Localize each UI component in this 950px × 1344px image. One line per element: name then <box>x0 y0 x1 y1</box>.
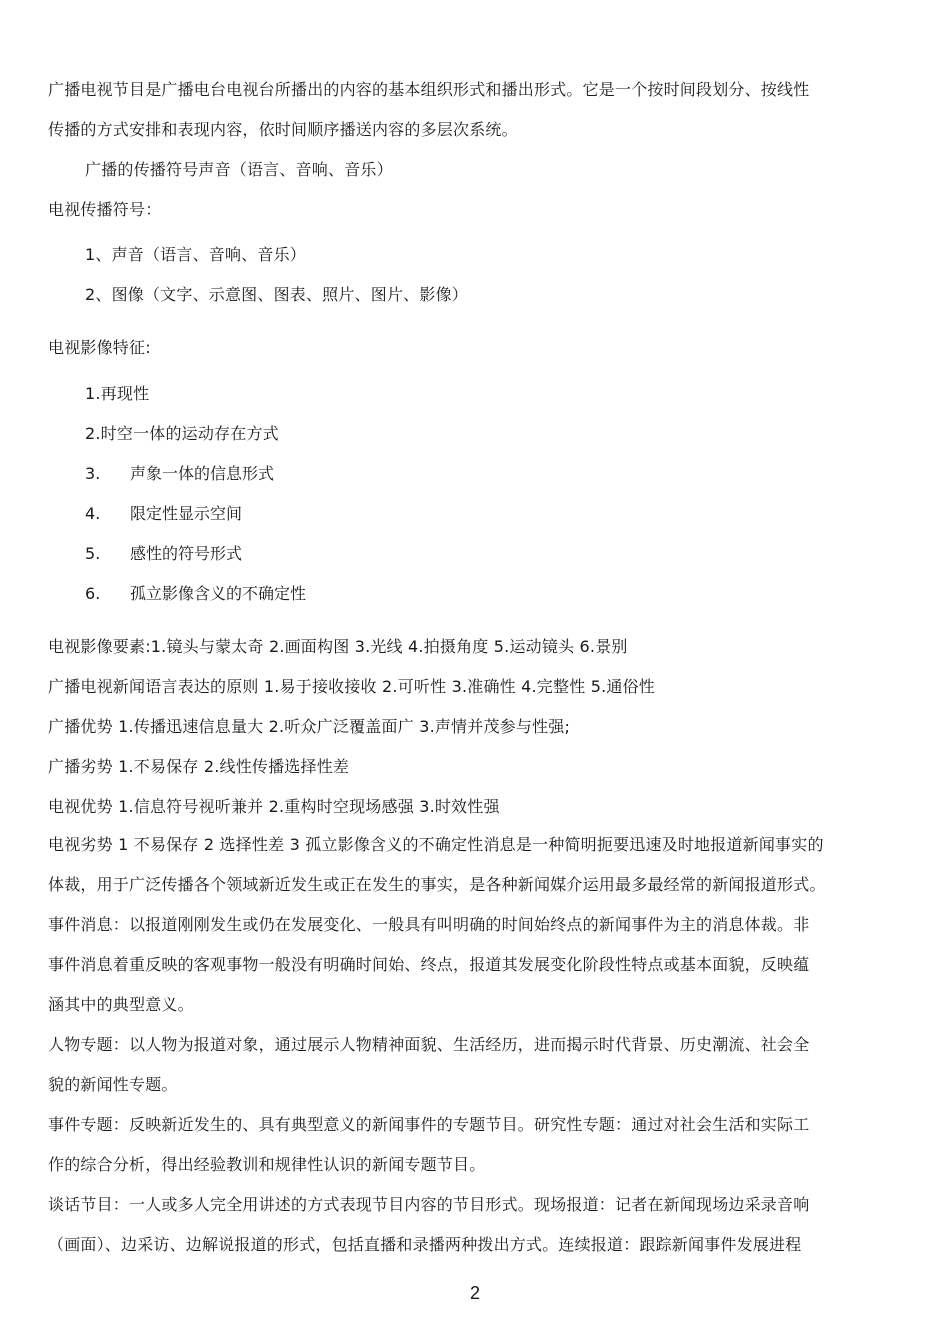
list-number: 5. <box>85 544 101 563</box>
body-line: 涵其中的典型意义。 <box>48 995 194 1014</box>
body-line: 电视劣势 1 不易保存 2 选择性差 3 孤立影像含义的不确定性消息是一种简明扼要迅速及时地报道新闻事实的 <box>48 835 824 854</box>
body-line: 体裁，用于广泛传播各个领域新近发生或正在发生的事实，是各种新闻媒介运用最多最经常的新闻报道形式。 <box>48 875 826 894</box>
body-line: 人物专题：以人物为报道对象，通过展示人物精神面貌、生活经历，进而揭示时代背景、历史潮流、社会全 <box>48 1035 810 1054</box>
tv-symbol-item: 2、图像（文字、示意图、图表、照片、图片、影像） <box>85 285 468 304</box>
body-line: 事件消息着重反映的客观事物一般没有明确时间始、终点，报道其发展变化阶段性特点或基本面貌，反映蕴 <box>48 955 810 974</box>
body-line: 事件消息：以报道刚刚发生或仍在发展变化、一般具有叫明确的时间始终点的新闻事件为主的消息体裁。非 <box>48 915 810 934</box>
radio-symbols-line: 广播的传播符号声音（语言、音响、音乐） <box>85 160 393 179</box>
list-item-text: 孤立影像含义的不确定性 <box>130 584 307 603</box>
list-item-text: 感性的符号形式 <box>130 544 243 563</box>
tv-image-features-heading: 电视影像特征: <box>48 338 151 357</box>
list-number: 3. <box>85 464 101 483</box>
body-line: 谈话节目：一人或多人完全用讲述的方式表现节目内容的节目形式。现场报道：记者在新闻现场边采录音响 <box>48 1195 810 1214</box>
intro-line-2: 传播的方式安排和表现内容，依时间顺序播送内容的多层次系统。 <box>48 120 518 139</box>
feature-item: 1.再现性 <box>85 384 150 403</box>
body-line: 电视优势 1.信息符号视听兼并 2.重构时空现场感强 3.时效性强 <box>48 797 500 816</box>
page-number: 2 <box>469 1283 480 1303</box>
intro-line-1: 广播电视节目是广播电台电视台所播出的内容的基本组织形式和播出形式。它是一个按时间段划分、按线性 <box>48 80 810 99</box>
list-number: 6. <box>85 584 101 603</box>
body-line: 广播电视新闻语言表达的原则 1.易于接收接收 2.可听性 3.准确性 4.完整性 5.通俗性 <box>48 677 655 696</box>
feature-item: 2.时空一体的运动存在方式 <box>85 424 279 443</box>
list-item-text: 声象一体的信息形式 <box>130 464 275 483</box>
body-line: 貌的新闻性专题。 <box>48 1075 178 1094</box>
body-line: 电视影像要素:1.镜头与蒙太奇 2.画面构图 3.光线 4.拍摄角度 5.运动镜头 6.景别 <box>48 637 628 656</box>
body-line: 作的综合分析，得出经验教训和规律性认识的新闻专题节目。 <box>48 1155 486 1174</box>
body-line: 广播优势 1.传播迅速信息量大 2.听众广泛覆盖面广 3.声情并茂参与性强; <box>48 717 571 736</box>
body-line: （画面）、边采访、边解说报道的形式，包括直播和录播两种拨出方式。连续报道：跟踪新闻事件发展进程 <box>48 1235 802 1254</box>
tv-symbols-heading: 电视传播符号： <box>48 200 162 219</box>
body-line: 事件专题：反映新近发生的、具有典型意义的新闻事件的专题节目。研究性专题：通过对社会生活和实际工 <box>48 1115 810 1134</box>
body-line: 广播劣势 1.不易保存 2.线性传播选择性差 <box>48 757 350 776</box>
list-number: 4. <box>85 504 101 523</box>
tv-symbol-item: 1、声音（语言、音响、音乐） <box>85 245 306 264</box>
list-item-text: 限定性显示空间 <box>130 504 243 523</box>
